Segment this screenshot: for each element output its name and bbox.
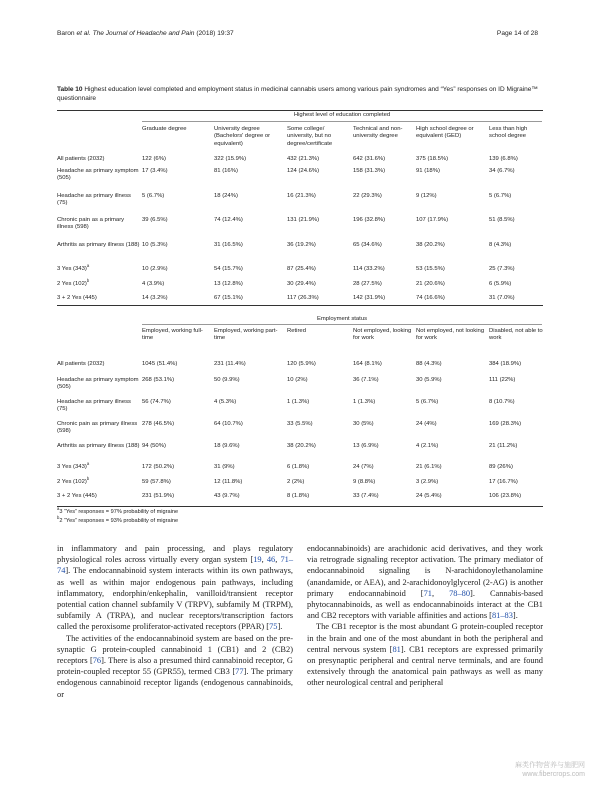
- education-table-cell: 30 (29.4%): [287, 281, 316, 287]
- education-table-cell: 31 (7.0%): [489, 295, 515, 301]
- body-text: The CB1 receptor is the most abundant G protein-coupled receptor in the brain and one of the most abundant in both the peripheral and central nervous system [: [307, 622, 543, 654]
- employment-group-underline: [142, 324, 542, 325]
- employment-table-cell: 36 (7.1%): [353, 377, 379, 383]
- employment-table-cell: 231 (11.4%): [214, 361, 246, 367]
- employment-table-cell: 268 (53.1%): [142, 377, 175, 383]
- education-table-cell: 14 (3.2%): [142, 295, 168, 301]
- employment-table-cell: 89 (26%): [489, 464, 513, 470]
- employment-column-header: Retired: [287, 328, 306, 334]
- education-table-cell: 17 (3.4%): [142, 168, 168, 174]
- employment-row-label: [57, 399, 141, 414]
- education-table-cell: 131 (21.9%): [287, 217, 320, 223]
- body-text: ,: [431, 588, 450, 598]
- employment-table-cell: 30 (5%): [353, 421, 374, 427]
- employment-table-cell: 172 (50.2%): [142, 464, 175, 470]
- education-table-cell: 87 (25.4%): [287, 266, 316, 272]
- education-table-cell: 122 (6%): [142, 156, 166, 162]
- education-table-cell: 81 (16%): [214, 168, 238, 174]
- employment-table-cell: 8 (1.8%): [287, 493, 310, 499]
- employment-table-cell: 5 (6.7%): [416, 399, 439, 405]
- employment-table-cell: 4 (5.3%): [214, 399, 237, 405]
- employment-table-cell: 94 (50%): [142, 443, 166, 449]
- employment-table-cell: 18 (9.6%): [214, 443, 240, 449]
- employment-table-cell: 3 (2.9%): [416, 479, 439, 485]
- footnote-text: 2 “Yes” responses = 93% probability of migraine: [59, 517, 179, 524]
- employment-table-cell: 33 (7.4%): [353, 493, 379, 499]
- education-row-label: [57, 242, 141, 249]
- employment-row-label: [57, 421, 141, 436]
- footnote: [57, 514, 179, 526]
- education-table-cell: 142 (31.9%): [353, 295, 386, 301]
- employment-table-cell: 169 (28.3%): [489, 421, 522, 427]
- employment-column-header: Employed, working full-time: [142, 328, 203, 342]
- row-label-text: 3 + 2 Yes (445): [57, 295, 97, 301]
- employment-table-cell: 8 (10.7%): [489, 399, 515, 405]
- education-table-cell: 5 (6.7%): [142, 193, 165, 199]
- citation-link[interactable]: 81–83: [491, 611, 513, 621]
- employment-row-label: [57, 476, 141, 486]
- row-label-text: Headache as primary symptom (505): [57, 168, 139, 182]
- page-header: [57, 30, 538, 37]
- education-table-cell: 114 (33.2%): [353, 266, 385, 272]
- education-table-cell: 39 (6.5%): [142, 217, 168, 223]
- employment-table-cell: 56 (74.7%): [142, 399, 171, 405]
- employment-row-label: [57, 461, 141, 471]
- row-label-text: Chronic pain as a primary illness (598): [57, 217, 125, 231]
- education-table-cell: 67 (15.1%): [214, 295, 243, 301]
- footnote-marker: a: [86, 263, 90, 269]
- employment-table-cell: 278 (46.5%): [142, 421, 175, 427]
- education-group-underline: [142, 121, 542, 122]
- education-table-cell: 642 (31.6%): [353, 156, 386, 162]
- education-table-cell: 51 (8.5%): [489, 217, 515, 223]
- employment-row-label: [57, 377, 141, 392]
- education-column-header: Less than high school degree: [489, 126, 528, 140]
- employment-table-cell: 33 (5.5%): [287, 421, 313, 427]
- employment-column-header: Not employed, not looking for work: [416, 328, 485, 342]
- row-label-text: All patients (2032): [57, 156, 105, 162]
- employment-table-cell: 38 (20.2%): [287, 443, 316, 449]
- education-table-cell: 21 (20.6%): [416, 281, 445, 287]
- body-text: ]. The primary endogenous cannabinoid receptor ligands (endogenous cannabinoids, or: [57, 667, 293, 699]
- education-table-cell: 322 (15.9%): [214, 156, 247, 162]
- employment-table-cell: 24 (7%): [353, 464, 374, 470]
- education-column-header: Graduate degree: [142, 126, 187, 132]
- education-table-cell: 22 (29.3%): [353, 193, 382, 199]
- employment-table-cell: 6 (1.8%): [287, 464, 310, 470]
- body-text: ].: [512, 611, 518, 621]
- education-table-cell: 25 (7.3%): [489, 266, 515, 272]
- education-table-cell: 91 (18%): [416, 168, 440, 174]
- employment-row-label: [57, 493, 141, 500]
- citation-link[interactable]: 19: [253, 555, 262, 565]
- citation-link[interactable]: 71–74: [57, 555, 294, 576]
- employment-table-cell: 24 (5.4%): [416, 493, 442, 499]
- footnote: [57, 506, 179, 517]
- row-label-text: 3 + 2 Yes (445): [57, 493, 97, 499]
- education-table-cell: 16 (21.3%): [287, 193, 316, 199]
- employment-table-cell: 43 (9.7%): [214, 493, 240, 499]
- table-caption: [57, 86, 543, 104]
- citation-link[interactable]: 81: [392, 644, 401, 654]
- education-row-label: [57, 156, 141, 163]
- body-text: ,: [261, 555, 267, 565]
- footnote-text: 3 “Yes” responses = 97% probability of migraine: [59, 509, 179, 515]
- education-table-cell: 65 (34.6%): [353, 242, 382, 248]
- body-paragraph: [57, 633, 293, 700]
- education-column-header: Technical and non-university degree: [353, 126, 403, 140]
- employment-table-cell: 9 (8.8%): [353, 479, 376, 485]
- education-row-label: [57, 295, 141, 302]
- education-table-cell: 74 (12.4%): [214, 217, 243, 223]
- employment-table-cell: 164 (8.1%): [353, 361, 382, 367]
- watermark: [515, 761, 585, 779]
- education-table-cell: 375 (18.5%): [416, 156, 449, 162]
- row-label-text: 2 Yes (102): [57, 281, 87, 287]
- education-table-cell: 4 (3.9%): [142, 281, 165, 287]
- education-table-cell: 31 (16.5%): [214, 242, 243, 248]
- education-table-cell: 18 (24%): [214, 193, 238, 199]
- education-table-cell: 13 (12.8%): [214, 281, 243, 287]
- employment-table-cell: 17 (16.7%): [489, 479, 518, 485]
- employment-table-cell: 1 (1.3%): [353, 399, 376, 405]
- body-text: ]. CB1 receptors are expressed primarily on presynaptic peripheral and central nerve terminals, and are found extensively through the anatomical pain pathways as well as many other neurological central and peripheral: [307, 644, 543, 688]
- education-table-cell: 124 (24.6%): [287, 168, 320, 174]
- education-table-cell: 38 (20.2%): [416, 242, 445, 248]
- table-label: Table 10: [57, 86, 83, 93]
- body-text: ].: [277, 622, 283, 632]
- table-rule: [57, 110, 543, 111]
- footnote-marker: b: [86, 476, 90, 482]
- body-paragraph: [307, 543, 543, 621]
- education-row-label: [57, 193, 141, 208]
- row-label-text: 2 Yes (102): [57, 479, 87, 485]
- education-table-cell: 158 (31.3%): [353, 168, 386, 174]
- employment-table-cell: 88 (4.3%): [416, 361, 442, 367]
- employment-column-header: Disabled, not able to work: [489, 328, 543, 342]
- citation-link[interactable]: 77: [235, 667, 244, 677]
- education-table-cell: 36 (19.2%): [287, 242, 316, 248]
- watermark-line-2: www.fibercrops.com: [522, 771, 585, 778]
- education-table-cell: 432 (21.3%): [287, 156, 320, 162]
- education-table-cell: 107 (17.9%): [416, 217, 449, 223]
- footnote-marker: b: [57, 514, 60, 520]
- employment-table-cell: 64 (10.7%): [214, 421, 243, 427]
- row-label-text: Headache as primary illness (75): [57, 193, 131, 207]
- table-rule: [57, 305, 543, 306]
- education-row-label: [57, 278, 141, 288]
- employment-table-cell: 1 (1.3%): [287, 399, 310, 405]
- body-text: ]. There is also a presumed third cannabinoid receptor, G protein-coupled receptor 55 (GPR55), termed CB3 [: [57, 656, 293, 677]
- employment-row-label: [57, 443, 141, 450]
- education-table-cell: 117 (26.3%): [287, 295, 319, 301]
- body-paragraph: [307, 621, 543, 688]
- education-column-header: High school degree or equivalent (GED): [416, 126, 474, 140]
- row-label-text: 3 Yes (343): [57, 464, 87, 470]
- education-group-title: Highest level of education completed: [293, 112, 391, 118]
- employment-table-cell: 231 (51.9%): [142, 493, 175, 499]
- row-label-text: Arthritis as primary illness (188): [57, 242, 140, 248]
- education-table-cell: 74 (16.6%): [416, 295, 445, 301]
- employment-table-cell: 30 (5.9%): [416, 377, 442, 383]
- education-table-cell: 8 (4.3%): [489, 242, 512, 248]
- footnote-marker: a: [57, 506, 60, 512]
- body-text: The activities of the endocannabinoid system are based on the pre-synaptic G protein-coupled cannabinoid 1 (CB1) and 2 (CB2) receptors [: [57, 633, 293, 666]
- education-table-cell: 6 (5.9%): [489, 281, 512, 287]
- employment-table-cell: 24 (4%): [416, 421, 437, 427]
- body-text: ,: [275, 555, 281, 565]
- employment-row-label: [57, 361, 141, 368]
- body-text: in inflammatory and pain processing, and plays regulatory physiological roles across virtually every organ system [: [57, 544, 293, 565]
- employment-table-cell: 111 (22%): [489, 377, 516, 383]
- citation-link[interactable]: 46: [266, 555, 276, 565]
- education-table-cell: 53 (15.5%): [416, 266, 445, 272]
- employment-table-cell: 31 (9%): [214, 464, 235, 470]
- employment-table-cell: 120 (5.9%): [287, 361, 316, 367]
- education-table-cell: 28 (27.5%): [353, 281, 382, 287]
- row-label-text: 3 Yes (343): [57, 266, 87, 272]
- education-table-cell: 54 (15.7%): [214, 266, 243, 272]
- education-table-cell: 196 (32.8%): [353, 217, 386, 223]
- education-table-cell: 10 (2.9%): [142, 266, 168, 272]
- row-label-text: Headache as primary illness (75): [57, 399, 131, 413]
- employment-table-cell: 21 (6.1%): [416, 464, 442, 470]
- education-table-cell: 5 (6.7%): [489, 193, 512, 199]
- citation-link[interactable]: 76: [92, 656, 102, 666]
- education-row-label: [57, 263, 141, 273]
- row-label-text: Arthritis as primary illness (188): [57, 443, 140, 449]
- education-column-header: Some college/ university, but no degree/certificate: [287, 126, 333, 147]
- employment-table-cell: 384 (18.9%): [489, 361, 522, 367]
- employment-table-cell: 106 (23.8%): [489, 493, 522, 499]
- citation-link[interactable]: 71: [423, 588, 432, 598]
- employment-table-cell: 13 (6.9%): [353, 443, 379, 449]
- education-table-cell: 9 (12%): [416, 193, 437, 199]
- employment-table-cell: 10 (2%): [287, 377, 308, 383]
- page-number: Page 14 of 28: [496, 30, 538, 37]
- employment-group-title: Employment status: [316, 316, 368, 322]
- body-text: ]. The endocannabinoid system interacts within its own pathways, as well as within major endogenous pain pathways, including inflammatory, endorphin/enkephalin, vanilloid/transient receptor potential cation channel subfamily V (TRPV), subfamily M (TRPM), subfamily A (TRPA), and nuclear receptors/transcription factors called the peroxisome proliferator-activated receptors (PPAR) [: [57, 566, 293, 632]
- employment-column-header: Not employed, looking for work: [353, 328, 412, 342]
- body-text: endocannabinoids) are arachidonic acid derivatives, and they work via retrograde signaling receptor activation. The primary mediator of endocannabinoid signaling is N-arachidonoylethanolamine (anandamide, or AEA), and 2-arachidonoylglycerol (2-AG) is another primary endocannabinoid [: [307, 544, 543, 598]
- body-column-left: [57, 543, 293, 700]
- employment-column-header: Employed, working part-time: [214, 328, 278, 342]
- employment-table-cell: 1045 (51.4%): [142, 361, 178, 367]
- employment-table-cell: 12 (11.8%): [214, 479, 243, 485]
- employment-table-cell: 4 (2.1%): [416, 443, 439, 449]
- table-caption-text: Highest education level completed and employment status in medicinal cannabis users among various pain syndromes and “Yes” responses on ID Migraine™ questionnaire: [57, 86, 538, 102]
- education-table-cell: 34 (6.7%): [489, 168, 515, 174]
- row-label-text: Headache as primary symptom (505): [57, 377, 139, 391]
- employment-table-cell: 50 (9.9%): [214, 377, 240, 383]
- body-paragraph: [57, 543, 293, 633]
- body-column-right: [307, 543, 543, 689]
- watermark-line-1: 麻类作物营养与施肥网: [515, 762, 585, 769]
- citation-link[interactable]: 78–80: [449, 588, 471, 598]
- education-table-cell: 139 (6.8%): [489, 156, 518, 162]
- table-rule: [57, 506, 543, 507]
- footnote-marker: a: [86, 461, 90, 467]
- education-row-label: [57, 217, 141, 232]
- citation-link[interactable]: 75: [269, 622, 278, 632]
- education-row-label: [57, 168, 141, 183]
- footnote-marker: b: [86, 278, 90, 284]
- employment-table-cell: 21 (11.2%): [489, 443, 518, 449]
- education-column-header: University degree (Bachelors' degree or equivalent): [214, 126, 271, 147]
- row-label-text: Chronic pain as primary illness (598): [57, 421, 138, 435]
- employment-table-cell: 59 (57.8%): [142, 479, 171, 485]
- education-table-cell: 10 (5.3%): [142, 242, 168, 248]
- employment-table-cell: 2 (2%): [287, 479, 305, 485]
- running-title: Baron et al. The Journal of Headache and Pain (2018) 19:37: [57, 30, 234, 37]
- row-label-text: All patients (2032): [57, 361, 105, 367]
- body-text: ]. Cannabis-based phytocannabinoids, as well as endocannabinoids interact at the CB1 and CB2 receptors with variable affinities and actions [: [307, 588, 543, 621]
